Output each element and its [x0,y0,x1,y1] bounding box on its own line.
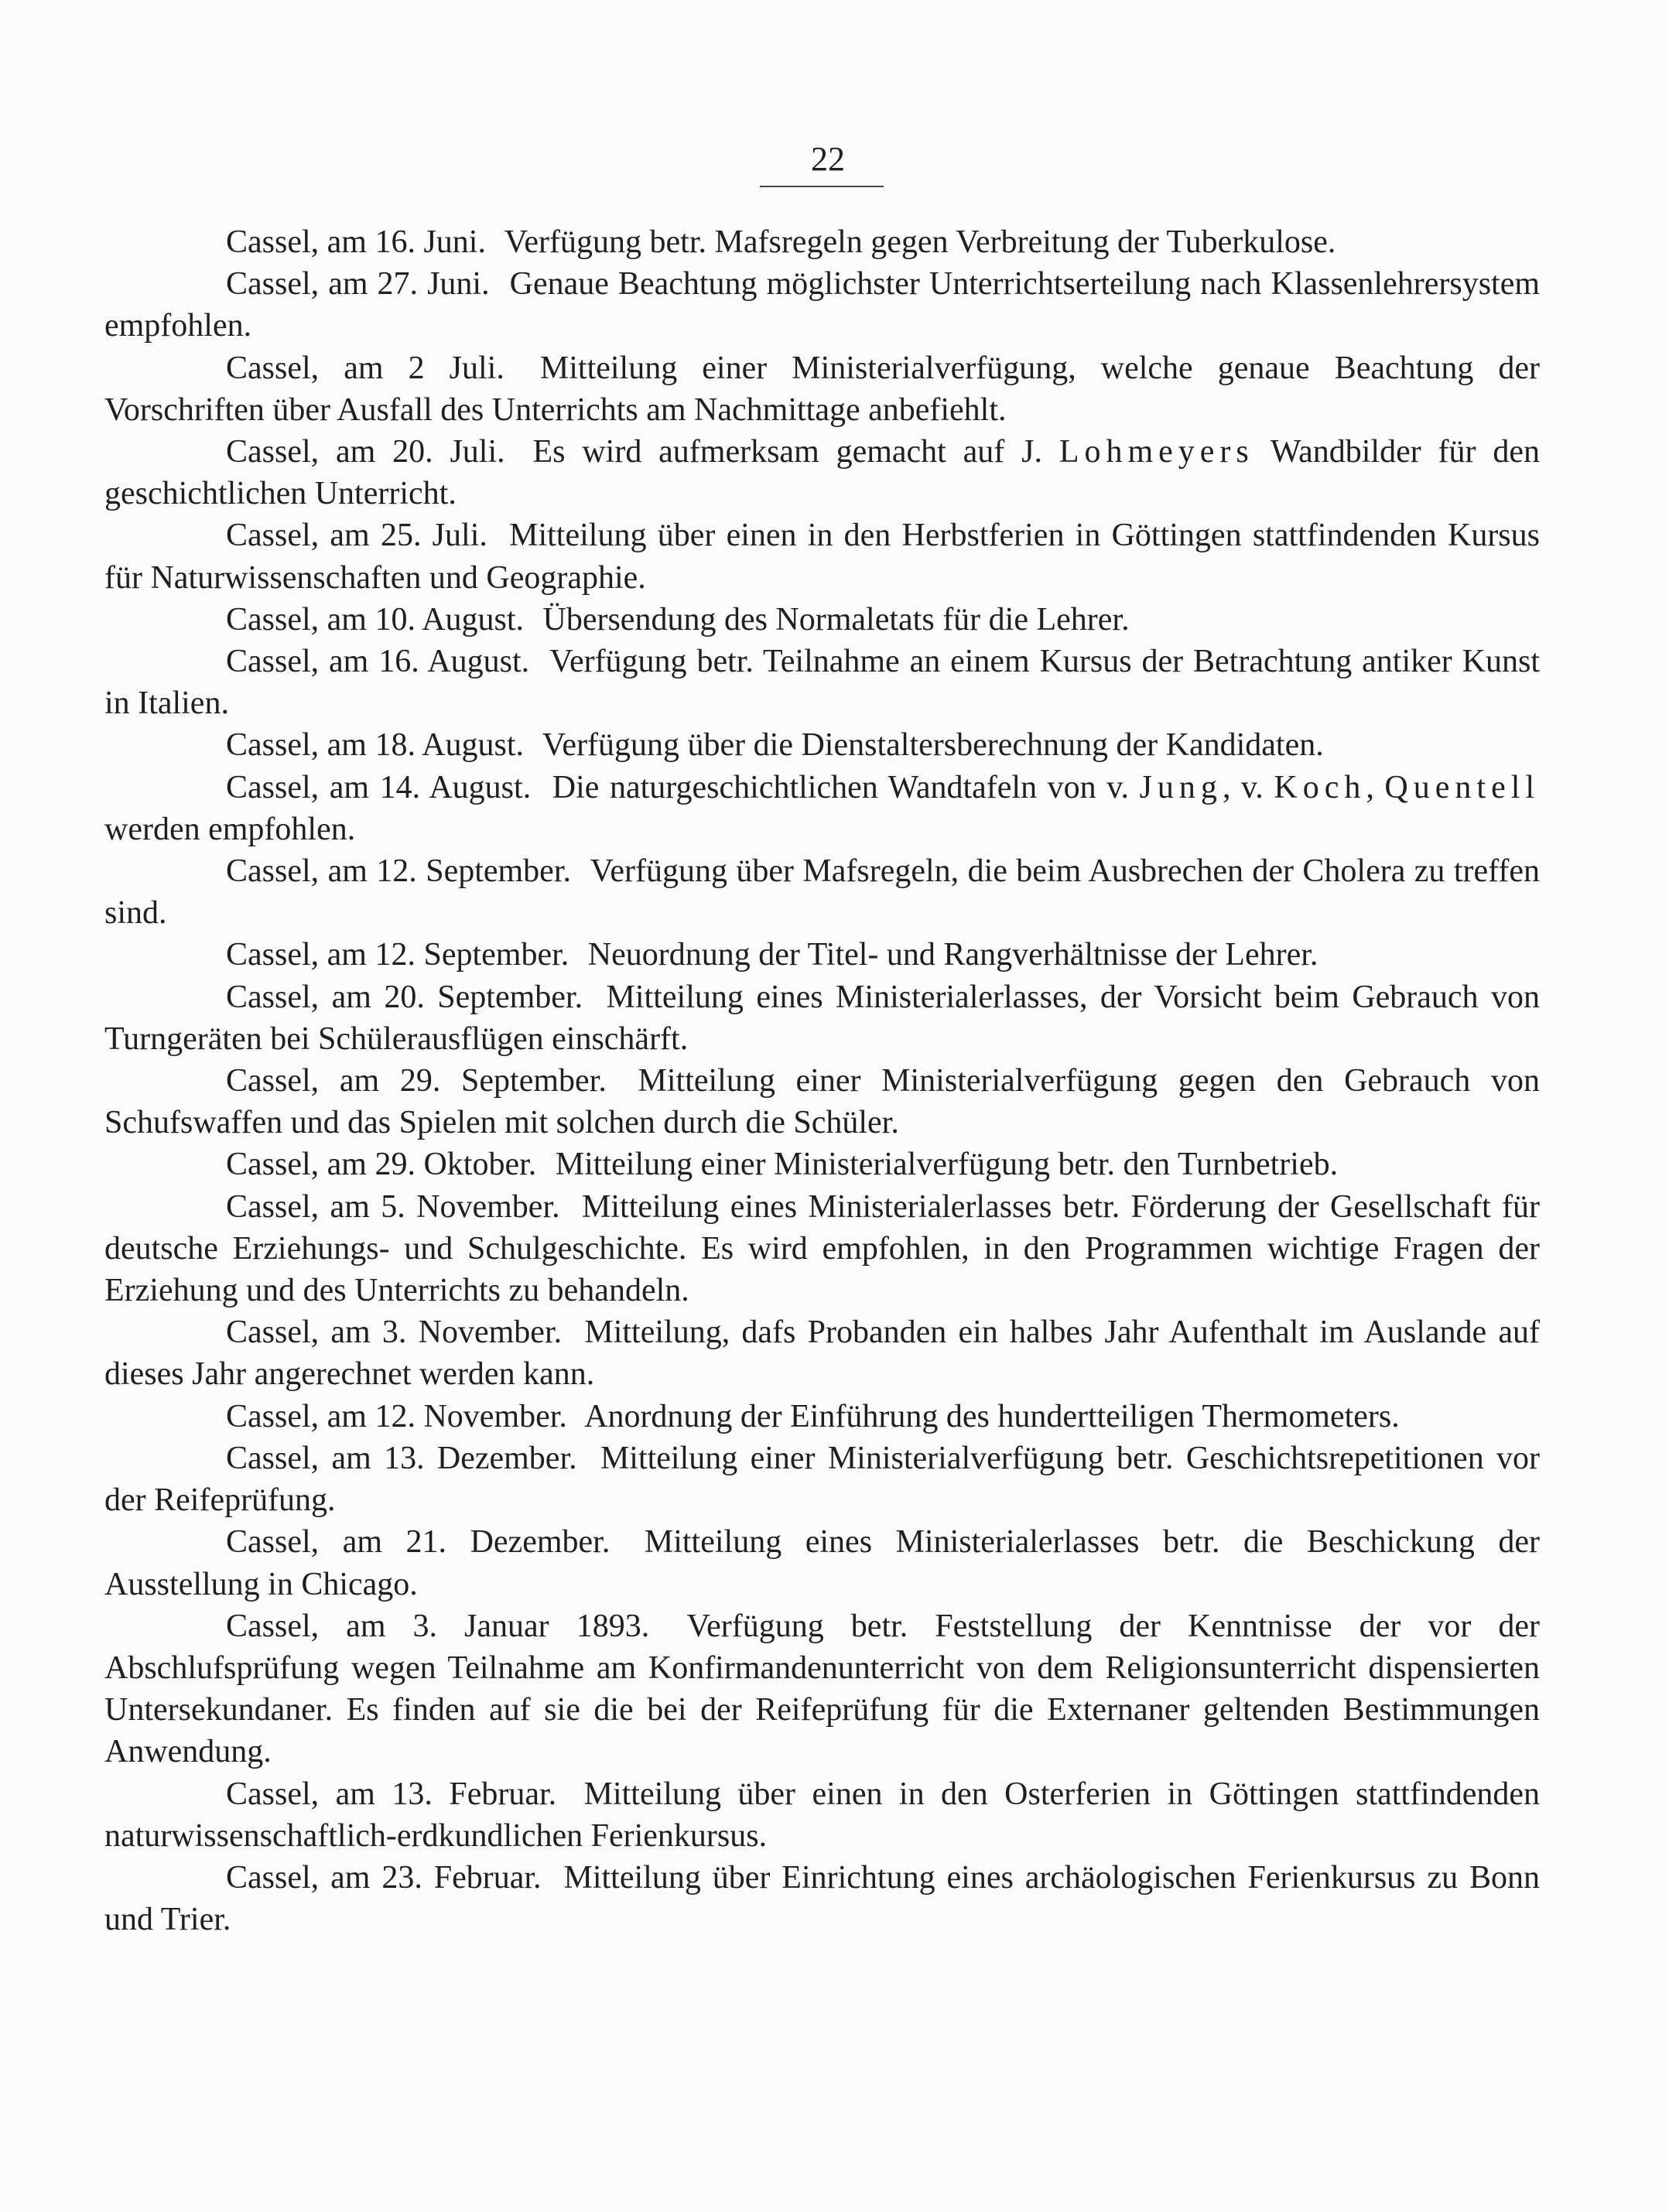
page-number-rule [760,186,884,187]
entry-text: Mitteilung eines Ministerialerlasses, der Vorsicht beim Gebrauch von Turngeräten bei Schülerausflügen einschärft. [104,979,1541,1057]
entry-text: Neuordnung der Titel- und Rangverhältnisse der Lehrer. [587,937,1318,973]
entry [104,221,1540,263]
entry-text: Verfügung über die Dienstaltersberechnung der Kandidaten. [542,727,1324,764]
entry-date: Cassel, am 21. Dezember. [226,1524,610,1561]
entry [104,1438,1540,1521]
entry-text: Verfügung betr. Teilnahme an einem Kursus der Betrachtung antiker Kunst in Italien. [104,644,1540,722]
entry [104,767,1540,850]
entry-text: Anordnung der Einführung des hundertteiligen Thermometers. [584,1398,1400,1434]
entry-text: Mitteilung eines Ministerialerlasses betr. die Beschickung der Ausstellung in Chicago. [104,1524,1541,1602]
entry-text: Mitteilung über einen in den Herbstferien in Göttingen stattfindenden Kursus für Naturwissenschaften und Geographie. [104,518,1540,596]
entry-date: Cassel, am 2 Juli. [226,350,504,386]
entry [104,515,1540,598]
entry-date: Cassel, am 16. Juni. [226,224,486,260]
entry-text: , v. [1222,769,1264,805]
entry [104,1857,1540,1940]
entry-date: Cassel, am 13. Februar. [226,1776,557,1812]
entry-date: Cassel, am 27. Juni. [226,266,490,303]
entry-text: werden empfohlen. [104,811,356,847]
entry [104,1186,1540,1312]
entry-text: Mitteilung eines Ministerialerlasses betr. Förderung der Gesellschaft für deutsche Erziehungs- und Schulgeschichte. Es wird empfohlen, in den Programmen wichtige Fragen der Erziehung und des Unterrichts zu behandeln. [104,1188,1541,1309]
entry-date: Cassel, am 20. Juli. [226,434,505,470]
entry [104,850,1540,934]
entry [104,976,1540,1060]
entry-text: Mitteilung einer Ministerialverfügung betr. den Turnbetrieb. [555,1147,1339,1183]
entry-date: Cassel, am 3. November. [226,1315,563,1351]
entry-text: Mitteilung einer Ministerialverfügung betr. Geschichtsrepetitionen vor der Reifeprüfung. [104,1440,1540,1519]
entry [104,641,1540,724]
entry-text: , [1366,769,1374,805]
entry-date: Cassel, am 12. September. [226,853,571,890]
entry [104,263,1540,347]
entry-date: Cassel, am 10. August. [226,601,524,638]
entry [104,1060,1540,1144]
entry-name-spaced: Lohmeyers [1059,434,1254,470]
entry-text: Mitteilung einer Ministerialverfügung, welche genaue Beachtung der Vorschriften über Ausfall des Unterrichts am Nachmittage anbefiehlt. [104,350,1541,428]
entry-name-spaced: Quentell [1384,769,1541,805]
entry-date: Cassel, am 5. November. [226,1188,560,1225]
entry [104,1144,1540,1185]
entry-text: Es wird aufmerksam gemacht auf J. [532,434,1042,470]
entry [104,724,1540,766]
page-number: 22 [811,140,845,178]
entry [104,431,1540,515]
entry-date: Cassel, am 12. September. [226,937,569,973]
entry-date: Cassel, am 29. September. [226,1063,607,1099]
entry-text: Mitteilung einer Ministerialverfügung gegen den Gebrauch von Schufswaffen und das Spielen mit solchen durch die Schüler. [104,1063,1540,1141]
entry [104,347,1540,431]
entry-text: Die naturgeschichtlichen Wandtafeln von v. [552,769,1129,805]
entry-date: Cassel, am 20. September. [226,979,583,1015]
entry-text: Verfügung betr. Mafsregeln gegen Verbreitung der Tuberkulose. [504,224,1336,260]
entry-date: Cassel, am 23. Februar. [226,1859,542,1896]
entry-text: Mitteilung über einen in den Osterferien in Göttingen stattfindenden naturwissenschaftlich-erdkundlichen Ferienkursus. [104,1776,1541,1854]
entry-date: Cassel, am 14. August. [226,769,532,805]
entry-name-spaced: Jung [1139,769,1223,805]
entry-date: Cassel, am 3. Januar 1893. [226,1608,650,1644]
entry-date: Cassel, am 12. November. [226,1398,567,1434]
entry [104,1521,1540,1605]
entry [104,1773,1540,1857]
entry [104,934,1540,976]
entry-text: Übersendung des Normaletats für die Lehrer. [542,601,1130,638]
entry [104,1311,1540,1395]
entry [104,1396,1540,1438]
entries-list [104,221,1540,1940]
entry-text: Mitteilung über Einrichtung eines archäologischen Ferienkursus zu Bonn und Trier. [104,1859,1541,1938]
entry-date: Cassel, am 29. Oktober. [226,1147,537,1183]
entry-name-spaced: Koch [1274,769,1366,805]
entry-date: Cassel, am 25. Juli. [226,518,487,554]
entry-text: Mitteilung, dafs Probanden ein halbes Jahr Aufenthalt im Auslande auf dieses Jahr angerechnet werden kann. [104,1315,1541,1393]
entry-date: Cassel, am 18. August. [226,727,524,764]
entry-text: Genaue Beachtung möglichster Unterrichtserteilung nach Klassenlehrersystem empfohlen. [104,266,1541,344]
entry-text: Verfügung über Mafsregeln, die beim Ausbrechen der Cholera zu treffen sind. [104,853,1540,932]
entry-date: Cassel, am 16. August. [226,644,530,680]
entry [104,1605,1540,1773]
entry-date: Cassel, am 13. Dezember. [226,1440,577,1476]
entry-text: Wandbilder für den geschichtlichen Unterricht. [104,434,1541,512]
entry [104,599,1540,641]
entry-text: Verfügung betr. Feststellung der Kenntnisse der vor der Abschlufsprüfung wegen Teilnahme am Konfirmandenunterricht von dem Religionsunterricht dispensierten Untersekundaner. Es finden auf sie die bei der Reifeprüfung für die Externaner geltenden Bestimmungen Anwendung. [104,1608,1540,1770]
